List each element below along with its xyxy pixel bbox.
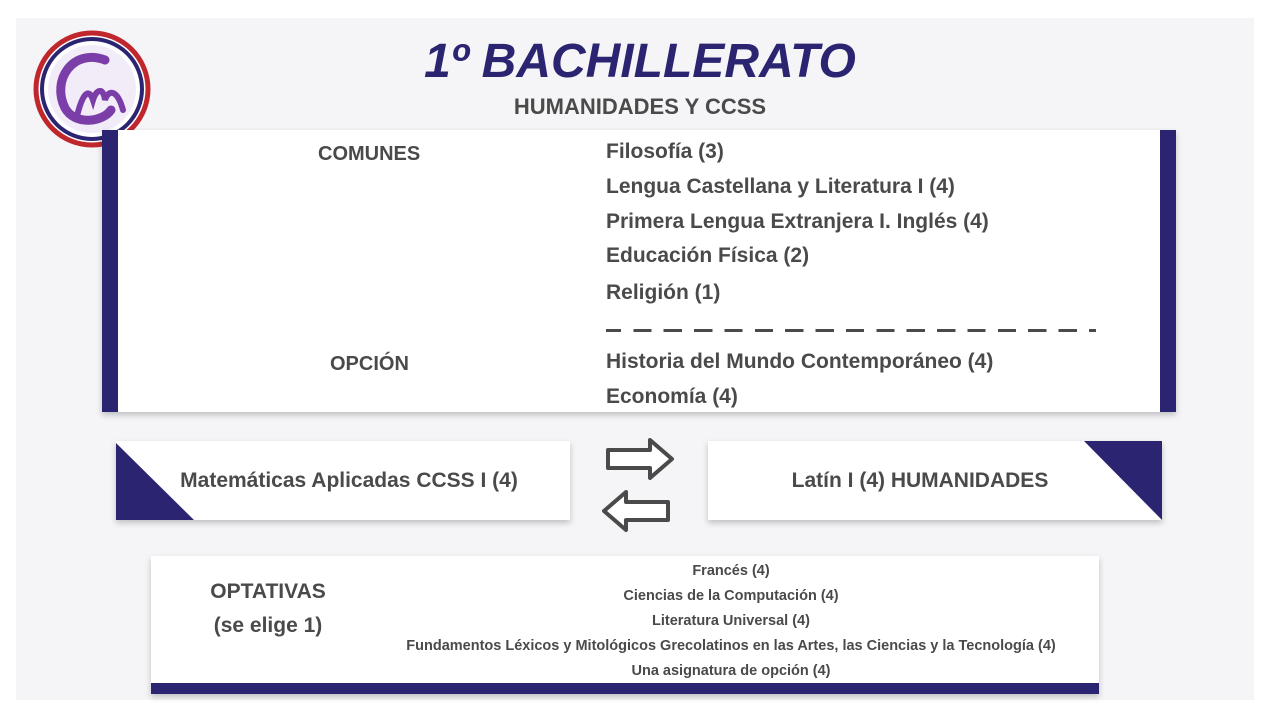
optativa-item: Fundamentos Léxicos y Mitológicos Grecolatinos en las Artes, las Ciencias y la Tecnología (4)	[406, 638, 1056, 654]
option-card-matematicas	[116, 441, 570, 520]
swap-arrows-icon	[598, 432, 678, 538]
optativa-item: Francés (4)	[692, 563, 770, 579]
comunes-subject: Religión (1)	[606, 281, 721, 304]
comunes-subject: Lengua Castellana y Literatura I (4)	[606, 175, 955, 198]
optativas-subtitle: (se elige 1)	[213, 614, 323, 637]
opcion-label: OPCIÓN	[330, 353, 409, 375]
optativa-item: Una asignatura de opción (4)	[631, 663, 831, 679]
comunes-subject: Primera Lengua Extranjera I. Inglés (4)	[606, 210, 989, 233]
option-card-latin	[708, 441, 1162, 520]
option-label-left: Matemáticas Aplicadas CCSS I (4)	[180, 468, 518, 492]
optativa-item: Ciencias de la Computación (4)	[623, 588, 839, 604]
option-label-right: Latín I (4) HUMANIDADES	[791, 468, 1049, 492]
comunes-subject: Educación Física (2)	[606, 244, 810, 267]
optativas-title: OPTATIVAS	[210, 580, 326, 603]
opcion-subject: Economía (4)	[606, 385, 738, 408]
page-title: 1º BACHILLERATO	[424, 35, 856, 88]
comunes-label: COMUNES	[318, 143, 421, 165]
section-divider	[606, 329, 1096, 332]
optativa-item: Literatura Universal (4)	[652, 613, 810, 629]
corner-triangle-icon	[1084, 441, 1162, 520]
comunes-subject: Filosofía (3)	[606, 140, 724, 163]
page-subtitle: HUMANIDADES Y CCSS	[513, 94, 767, 119]
optativas-list	[380, 559, 1082, 684]
opcion-subject: Historia del Mundo Contemporáneo (4)	[606, 350, 994, 373]
